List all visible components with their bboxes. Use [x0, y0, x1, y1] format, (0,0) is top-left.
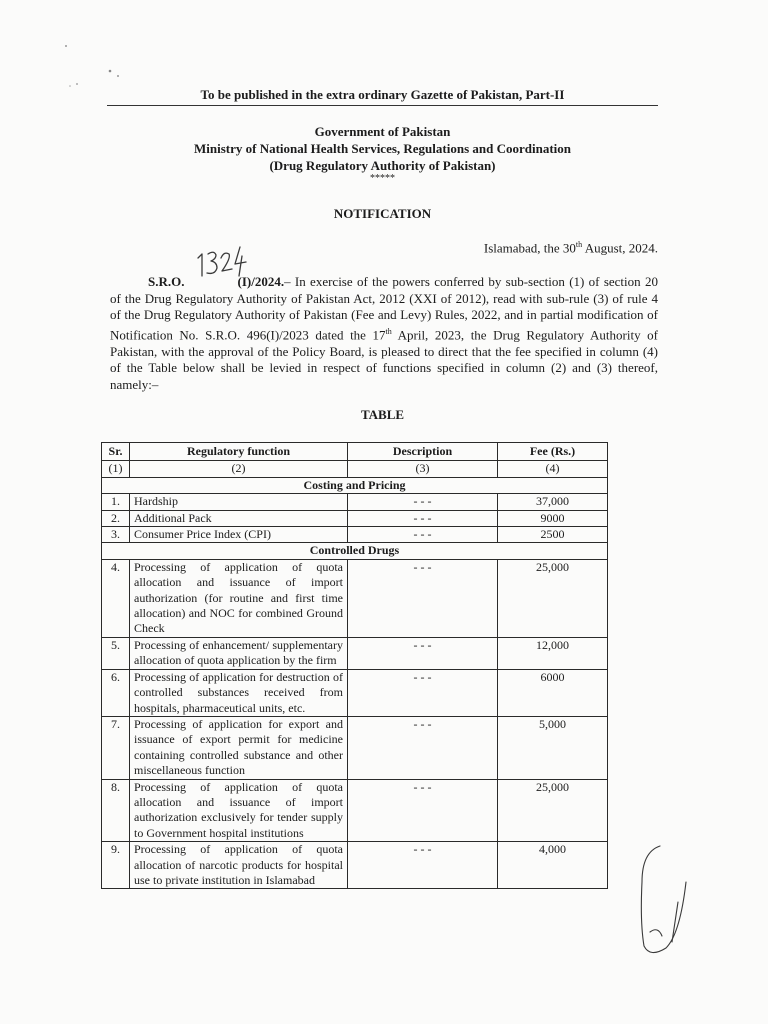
- table-row: [102, 779, 608, 842]
- table-row: [102, 842, 608, 889]
- table-row: [102, 669, 608, 716]
- row-fee: 4,000: [498, 842, 608, 889]
- row-function: Processing of application of quota allocation of narcotic products for hospital use to private institution in Islamabad: [130, 842, 348, 889]
- row-function: Processing of enhancement/ supplementary allocation of quota application by the firm: [130, 637, 348, 669]
- section-row: [102, 477, 608, 493]
- table-row: [102, 510, 608, 526]
- header-description: Description: [348, 443, 498, 461]
- row-sr: 5.: [102, 637, 130, 669]
- fee-table: [101, 442, 608, 889]
- sro-label: S.R.O.: [148, 274, 185, 289]
- row-fee: 25,000: [498, 779, 608, 842]
- row-description: - - -: [348, 842, 498, 889]
- row-sr: 3.: [102, 527, 130, 543]
- table-row: [102, 527, 608, 543]
- scan-specks: [0, 0, 160, 100]
- gazette-line: To be published in the extra ordinary Gazette of Pakistan, Part-II: [107, 87, 658, 106]
- date-suffix: August, 2024.: [582, 240, 658, 256]
- section-row: [102, 543, 608, 559]
- section-controlled-drugs: Controlled Drugs: [102, 543, 608, 559]
- date-line: [484, 240, 658, 256]
- row-fee: 25,000: [498, 559, 608, 637]
- sro-paragraph: [110, 274, 658, 393]
- authority-heading: (Drug Regulatory Authority of Pakistan): [269, 158, 496, 173]
- row-description: - - -: [348, 669, 498, 716]
- row-sr: 2.: [102, 510, 130, 526]
- header-fee: Fee (Rs.): [498, 443, 608, 461]
- row-fee: 12,000: [498, 637, 608, 669]
- para-sup: th: [385, 326, 392, 336]
- column-number-row: [102, 461, 608, 477]
- stars-divider: *****: [370, 173, 395, 184]
- date-prefix: Islamabad, the 30: [483, 240, 576, 256]
- row-description: - - -: [348, 527, 498, 543]
- table-row: [102, 637, 608, 669]
- ministry-heading: Ministry of National Health Services, Regulations and Coordination: [193, 141, 571, 156]
- row-description: - - -: [348, 779, 498, 842]
- initials-signature: [620, 842, 690, 962]
- row-fee: 37,000: [498, 494, 608, 510]
- row-sr: 7.: [102, 716, 130, 779]
- table-title: TABLE: [360, 407, 405, 422]
- row-sr: 9.: [102, 842, 130, 889]
- col-number-1: (1): [102, 461, 130, 477]
- sro-ref: (I)/2024.: [237, 274, 285, 289]
- header-sr: Sr.: [102, 443, 130, 461]
- row-sr: 1.: [102, 494, 130, 510]
- row-function: Hardship: [130, 494, 348, 510]
- row-description: - - -: [348, 637, 498, 669]
- section-costing-pricing: Costing and Pricing: [102, 477, 608, 493]
- date-sup: th: [575, 240, 583, 249]
- row-function: Processing of application for destruction of controlled substances received from hospitals, pharmaceutical units, etc.: [130, 669, 348, 716]
- col-number-4: (4): [498, 461, 608, 477]
- col-number-3: (3): [348, 461, 498, 477]
- row-sr: 4.: [102, 559, 130, 637]
- row-fee: 2500: [498, 527, 608, 543]
- para-part1: – In exercise of the powers conferred by sub-section (1) of section 20 of the Drug Regulatory Authority of Pakistan Act, 2012 (XXI of 2012), read with sub-rule (3) of rule 4 of the Drug Regulatory Authority of Pakistan (Fee and Levy) Rules, 2022, and in partial modification of Notification No. S.R.O. 496(I)/2023 dated the 17: [110, 274, 658, 343]
- header-row: [102, 443, 608, 461]
- row-function: Processing of application of quota allocation and issuance of import authorization (for routine and first time allocation) and NOC for combined Ground Check: [130, 559, 348, 637]
- para-part2: April, 2023, the Drug Regulatory Authority of Pakistan, with the approval of the Policy Board, is pleased to direct that the fee specified in column (4) of the Table below shall be levied in respect of functions specified in column (2) and (3) thereof, namely:–: [110, 327, 658, 392]
- row-function: Consumer Price Index (CPI): [130, 527, 348, 543]
- row-fee: 6000: [498, 669, 608, 716]
- row-description: - - -: [348, 559, 498, 637]
- row-function: Processing of application of quota allocation and issuance of import authorization exclusively for tender supply to Government hospital institutions: [130, 779, 348, 842]
- row-function: Additional Pack: [130, 510, 348, 526]
- header-function: Regulatory function: [130, 443, 348, 461]
- row-description: - - -: [348, 510, 498, 526]
- row-description: - - -: [348, 494, 498, 510]
- handwritten-sro-number: [194, 244, 250, 278]
- row-fee: 5,000: [498, 716, 608, 779]
- col-number-2: (2): [130, 461, 348, 477]
- row-function: Processing of application for export and issuance of export permit for medicine containing controlled substance and other miscellaneous function: [130, 716, 348, 779]
- table-row: [102, 716, 608, 779]
- row-sr: 6.: [102, 669, 130, 716]
- row-sr: 8.: [102, 779, 130, 842]
- row-description: - - -: [348, 716, 498, 779]
- row-fee: 9000: [498, 510, 608, 526]
- government-heading: Government of Pakistan: [314, 124, 451, 139]
- notification-title: NOTIFICATION: [333, 206, 432, 221]
- table-row: [102, 559, 608, 637]
- table-row: [102, 494, 608, 510]
